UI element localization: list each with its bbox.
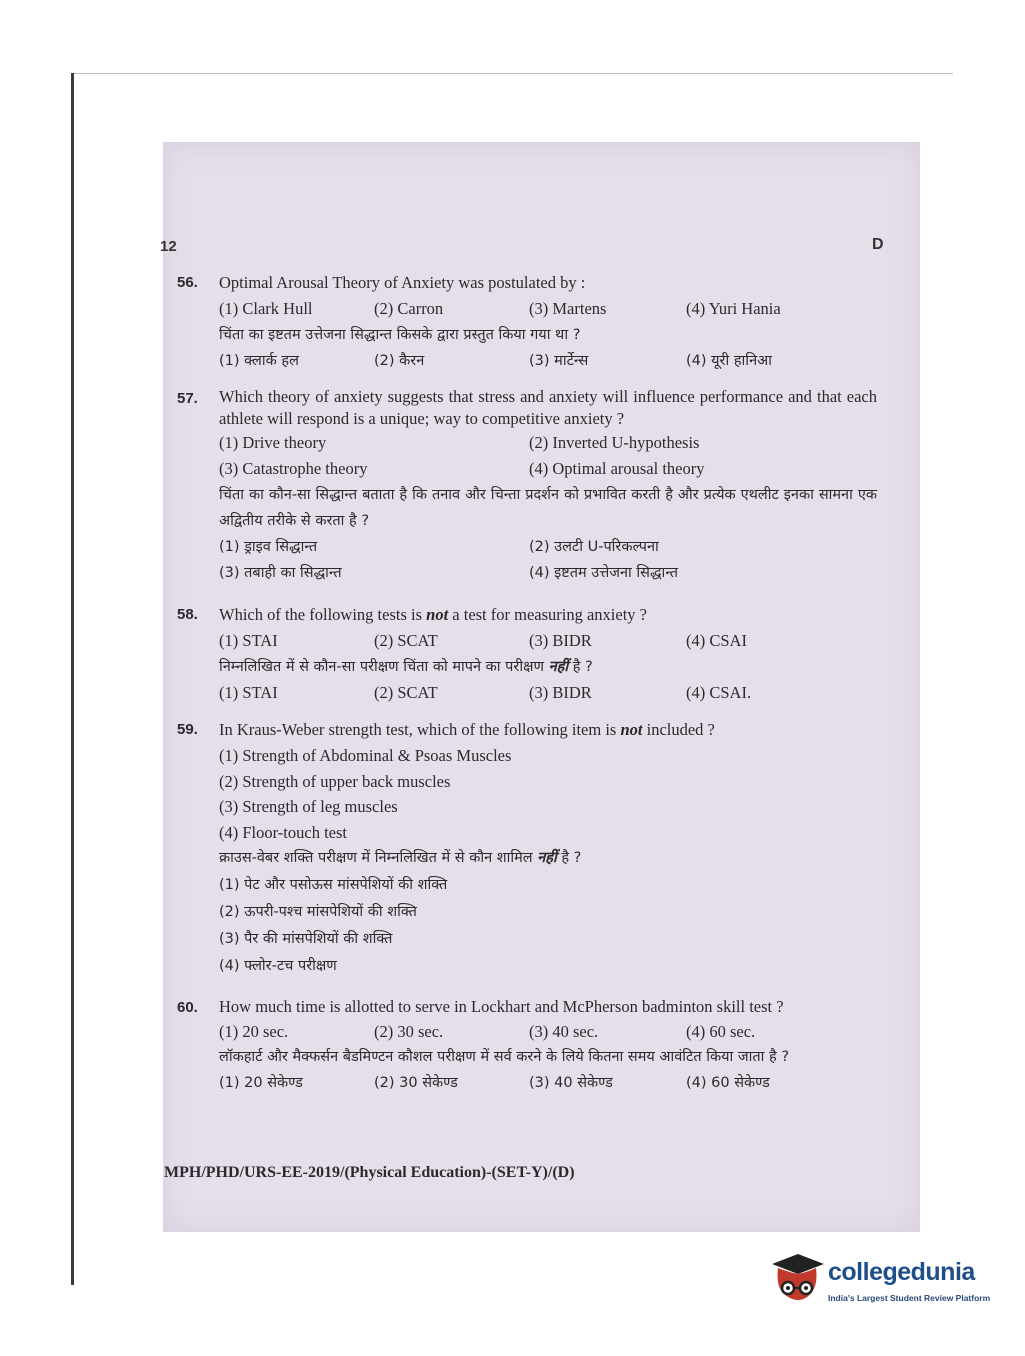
option: (2) Strength of upper back muscles (219, 771, 451, 791)
option: (4) Optimal arousal theory (529, 459, 705, 478)
option: (4) इष्टतम उत्तेजना सिद्धान्त (529, 565, 679, 581)
option: (2) Carron (374, 299, 444, 318)
options-hi-row1 (219, 534, 877, 560)
option: (1) पेट और पसोऊस मांसपेशियों की शक्ति (219, 877, 448, 893)
option: (3) मार्टेन्स (529, 353, 589, 369)
question-text-en: In Kraus-Weber strength test, which of the following item is not included ? (219, 720, 715, 739)
question-number: 57. (177, 390, 198, 407)
option: (2) ऊपरी-पश्च मांसपेशियों की शक्ति (219, 904, 417, 920)
question-text-en: Which of the following tests is not a test for measuring anxiety ? (219, 605, 648, 624)
question-text-en: Optimal Arousal Theory of Anxiety was postulated by : (219, 273, 586, 292)
question-58 (177, 602, 877, 706)
question-number: 56. (177, 274, 198, 291)
set-letter: D (872, 236, 884, 253)
options-hi (219, 1070, 877, 1096)
option: (4) CSAI (686, 631, 747, 650)
option: (3) Strength of leg muscles (219, 797, 398, 816)
page-number: 12 (160, 238, 177, 255)
question-57 (177, 386, 877, 586)
graduate-mascot-icon (768, 1250, 826, 1314)
option: (3) BIDR (529, 631, 592, 650)
option: (2) SCAT (374, 683, 438, 702)
option: (2) उलटी U-परिकल्पना (529, 539, 659, 555)
option: (1) क्लार्क हल (219, 353, 299, 369)
question-59 (177, 717, 877, 980)
question-text-hi: क्राउस-वेबर शक्ति परीक्षण में निम्नलिखित में से कौन शामिल नहीं है ? (219, 850, 582, 866)
option: (3) BIDR (529, 683, 592, 702)
option: (4) Floor-touch test (219, 822, 347, 842)
option: (3) 40 सेकेण्ड (529, 1075, 613, 1091)
scan-top-edge (73, 73, 953, 74)
options-hi-row2 (219, 560, 877, 586)
option: (3) Catastrophe theory (219, 459, 368, 478)
option: (3) पैर की मांसपेशियों की शक्ति (219, 931, 393, 947)
question-text-en: Which theory of anxiety suggests that stress and anxiety will influence performance and that each athlete will respond is a unique; way to competitive anxiety ? (219, 387, 877, 428)
option: (4) 60 सेकेण्ड (686, 1075, 770, 1091)
question-text-hi: लॉकहार्ट और मैक्फर्सन बैडमिण्टन कौशल परीक्षण में सर्व करने के लिये कितना समय आवंटित किया जाता है ? (219, 1049, 790, 1065)
question-number: 58. (177, 606, 198, 623)
question-text-en: How much time is allotted to serve in Lockhart and McPherson badminton skill test ? (219, 997, 784, 1016)
question-56 (177, 270, 877, 374)
option: (1) Strength of Abdominal & Psoas Muscles (219, 746, 512, 765)
option: (2) 30 sec. (374, 1022, 444, 1041)
options-hi (219, 680, 877, 706)
option: (1) 20 sec. (219, 1022, 289, 1041)
option: (4) यूरी हानिआ (686, 353, 772, 369)
option: (4) CSAI. (686, 683, 752, 702)
option: (2) 30 सेकेण्ड (374, 1075, 458, 1091)
question-text-hi: निम्नलिखित में से कौन-सा परीक्षण चिंता को मापने का परीक्षण नहीं है ? (219, 659, 593, 675)
question-60 (177, 995, 877, 1096)
option: (4) 60 sec. (686, 1022, 756, 1041)
option: (1) Drive theory (219, 433, 327, 452)
option: (4) Yuri Hania (686, 299, 781, 318)
options-en (219, 296, 877, 322)
brand-name: collegedunia (828, 1258, 975, 1286)
option: (1) Clark Hull (219, 299, 313, 318)
option: (1) 20 सेकेण्ड (219, 1075, 303, 1091)
option: (1) STAI (219, 631, 278, 650)
option: (2) कैरन (374, 353, 425, 369)
options-en-row1 (219, 430, 877, 456)
option: (2) SCAT (374, 631, 438, 650)
options-en (219, 1019, 877, 1045)
options-hi (219, 348, 877, 374)
question-number: 60. (177, 999, 198, 1016)
options-en-row2 (219, 456, 877, 482)
question-number: 59. (177, 721, 198, 738)
question-text-hi: चिंता का कौन-सा सिद्धान्त बताता है कि तनाव और चिन्ता प्रदर्शन को प्रभावित करती है और प्रत्येक एथलीट इनका सामना एक अद्वितीय तरीके से करता है ? (219, 487, 877, 529)
options-hi (219, 872, 877, 980)
brand-tagline: India's Largest Student Review Platform (828, 1293, 991, 1303)
option: (1) ड्राइव सिद्धान्त (219, 539, 318, 555)
scan-left-edge (71, 73, 74, 1285)
option: (1) STAI (219, 683, 278, 702)
question-text-hi: चिंता का इष्टतम उत्तेजना सिद्धान्त किसके द्वारा प्रस्तुत किया गया था ? (219, 327, 581, 343)
option: (4) फ्लोर-टच परीक्षण (219, 958, 337, 974)
collegedunia-watermark (768, 1250, 993, 1314)
option: (3) तबाही का सिद्धान्त (219, 565, 342, 581)
exam-code-footer: MPH/PHD/URS-EE-2019/(Physical Education)-(SET-Y)/(D) (164, 1164, 575, 1181)
option: (2) Inverted U-hypothesis (529, 433, 700, 452)
option: (3) Martens (529, 299, 607, 318)
option: (3) 40 sec. (529, 1022, 599, 1041)
options-en (219, 628, 877, 654)
options-en (219, 743, 877, 845)
